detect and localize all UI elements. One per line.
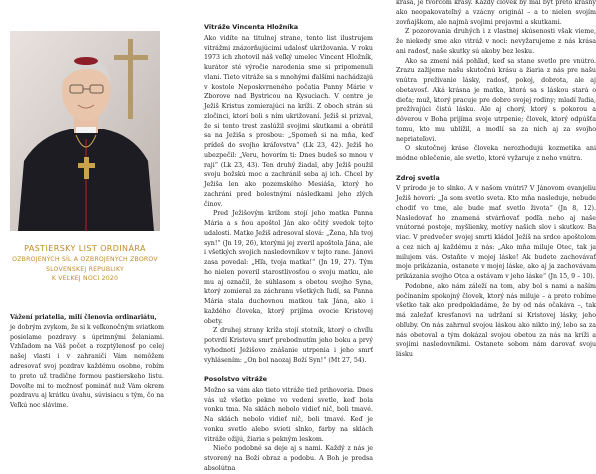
- letter-subtitle-line-2: SLOVENSKEJ REPUBLIKY: [46, 265, 124, 273]
- paragraph: Možno sa vám ako tieto vitráže tiež prihovoria. Dnes vás už všetko pekne vo vedení svetle, keď bola vonku tma. Na sklách nebolo vidieť nič, boli tmavé. Na sklách nebolo vidieť nič, boli tmavé. Keď je vonku svetlo alebo svieti slnko, farby na sklách vitráže ožijú, žiaria s pekným leskom.: [204, 386, 373, 443]
- letter-subtitle-line-1: OZBROJENÝCH SÍL A OZBROJENÝCH ZBOROV: [12, 256, 158, 263]
- section-heading-vitraze: Vitráže Vincenta Hložníka: [204, 23, 299, 31]
- letter-subtitle-line-3: K VEĽKEJ NOCI 2020: [51, 275, 119, 283]
- left-intro-text: [10, 313, 164, 411]
- paragraph: Z pozorovania druhých i z vlastnej skúsenosti však vieme, že niekedy sme ako vitráž v noci: nevyžarujeme z nás krása ani radosť, naše skutky sú akoby bez lesku.: [396, 28, 596, 55]
- letter-title: PASTIERSKY LIST ORDINÁRA: [24, 244, 146, 253]
- portrait-illustration: [10, 31, 160, 231]
- paragraph: Niečo podobné sa deje aj s nami. Každý z nás je stvorený na Boží obraz a podobu. A Boh je predsa absolútna: [204, 445, 373, 472]
- section-heading-zdroj: Zdroj svetla: [396, 173, 440, 182]
- greeting: Vážení priatelia, milí členovia ordinariátu,: [10, 314, 157, 321]
- intro-paragraph: je dobrým zvykom, že si k veľkonočným sviatkom posielame pozdravy s úprimnými želaniami. Vzhľadom na Váš počet a rozptýlenosť po celej našej vlasti i v zahraničí Vám nemôžem adresovať svoj pozdrav každému osobne, robím to preto už tradične formou pastierskeho listu. Dovoľte mi to možnosť pomináť nuž Vám okrem pozdravu aj krátku úvahu, súvisiacu s tým, čo na Veľkú noc slávime.: [10, 323, 165, 410]
- title-block: [10, 244, 160, 284]
- paragraph: Ako sa zmení náš pohľad, keď sa stane svetlo pre vnútro. Zrazu zažijeme našu skutočnú krásu a žiaria z nás pre našu vnútra prežívanie lásky, radosť, pokoj, dobrota, ale aj obetavosť. Aká krásna je matka, ktorá sa s láskou stará o dieťa; muž, ktorý pracuje pre dobro svojej rodiny; mladí ľudia, prežívajúci čistú lásku. Ale aj chorý, ktorý s pokorou a dôverou v Boha prijíma svoje utrpenie; človek, ktorý odpúšťa tomu, kto mu ublížil, a modlí sa za nich aj za svojho nepriateľovi.: [396, 57, 596, 143]
- middle-column: [204, 23, 373, 474]
- paragraph: V prírode je to slnko. A v našom vnútri? V Jánovom evanjeliu Ježiš hovorí: „Ja som svetlo sveta. Kto mňa nasleduje, nebude chodiť vo tme, ale bude mať svetlo života“ (Jn 8, 12). Nasledovať ho znamená stvárňovať podľa neho aj naše vnútorné postoje, myšlienky, motívy našich slov i skutkov. Ba viac. V predvečer svojej smrti kládol Ježiš na srdce apoštolom a cez nich aj každému z nás: „Ako mňa miluje Otec, tak ja milujem vás. Ostaňte v mojej láske! Ak budete zachovávať moje prikázania, ostanete v mojej láske, ako aj ja zachovávam prikázania svojho Otca a ostávam v jeho láske“ (Jn 15, 9 – 10).: [396, 185, 596, 280]
- paragraph: Pred Ježišovým krížom stojí jeho matka Panna Mária a s ňou apoštol Ján ako očitý svedok tejto udalosti. Matke Ježiš adresoval slová: „Žena, hľa tvoj syn!“ (Jn 19, 26), ktorými jej zveril apoštola Jána, ale i všetkých svojich nasledovníkov v tejto rane. Jánovi zasa povedal: „Hľa, tvoja matka!“ (Jn 19, 27). Tým ho nielen poveril starostlivosťou o svoju matku, ale mu aj označil, že súhlasom s obetou svojho Syna, ktorý zomieral za záchranu všetkých ľudí, sa Panna Mária stala duchovnou matkou tak Jána, ako i každého človeka, ktorý prijíma ovocie Kristovej obety.: [204, 210, 373, 325]
- paragraph: Podobne, ako nám záleží na tom, aby bol s nami a naším počínaním spokojný človek, ktorý nás miluje – a preto robíme všetko tak ako predpokladáme, že by od nás očakáva –, tak má zaležať kresťanovi na udržaní si Kristovej lásky, jeho obľuby. On nás zahrnul svojou láskou ako nikto iný, lebo sa za nás obetoval a tým dokázal svojou obetou za nás na kríži a svojimi nasledovníkmi. Ostanete sobom nám darovať svoju lásku: [396, 282, 596, 358]
- paragraph: Z druhej strany kríža stojí stotník, ktorý o chvíľu potvrdí Kristovu smrť prebodnutím jeho boku a prvý vyhodnotí Ježišovo znášanie utrpenia i jeho smrť vyhlásením: „On bol naozaj Boží Syn!“ (Mt 27, 54).: [204, 327, 373, 364]
- right-column: [396, 0, 596, 360]
- paragraph: Ako vidíte na titulnej strane, tento list ilustrujem vitrážmi znázorňujúcimi udalosť ukrižovania. V roku 1973 ich zhotovil náš veľký umelec Vincent Hložník, kurátor sté výročie narodenia sme si pripomenuli vlani. Tieto vitráže sa s mnohými ďalšími nachádzajú v kostole Neposkvrneného počatia Panny Márie v Zborove nad Bystricou na Kysuciach. V centre je Ježiš Kristus zomierajúci na kríži. Z oboch strán sú zločinci, ktorí boli s ním ukrižovaní. Ježiš si prizval, že si tento trest zaslúžil svojimi skutkami a obrátil sa na Ježiša s prosbou: „Spomeň si na mňa, keď prídeš do svojho kráľovstva“ (Lk 23, 42). Ježiš ho ubezpečil: „Veru, hovorím ti: Dnes budeš so mnou v raji“ (Lk 23, 43). Ten druhý žiadal, aby Ježiš použil svoju božskú moc a zachránil seba aj ich. Chcel by Ježiša len ako pozemského Mesiáša, ktorý ho zachráni pred bolestnými následkami jeho zlých činov.: [204, 34, 373, 208]
- paragraph: O skutočnej kráse človeka nerozhodujú kozmetika ani módne oblečenie, ale svetlo, ktoré vyžaruje z neho vnútra.: [396, 145, 596, 162]
- section-heading-posolstvo: Posolstvo vitráže: [204, 375, 268, 383]
- portrait-photo: [10, 31, 160, 231]
- right-column-clip: [396, 0, 596, 432]
- paragraph: krása, je tvorcom krásy. Každý človek by mal byť preto krásny ako neopakovateľný a vzácny originál – a to nielen svojím zovňajškom, ale najmä svojimi prejavmi a skutkami.: [396, 0, 596, 26]
